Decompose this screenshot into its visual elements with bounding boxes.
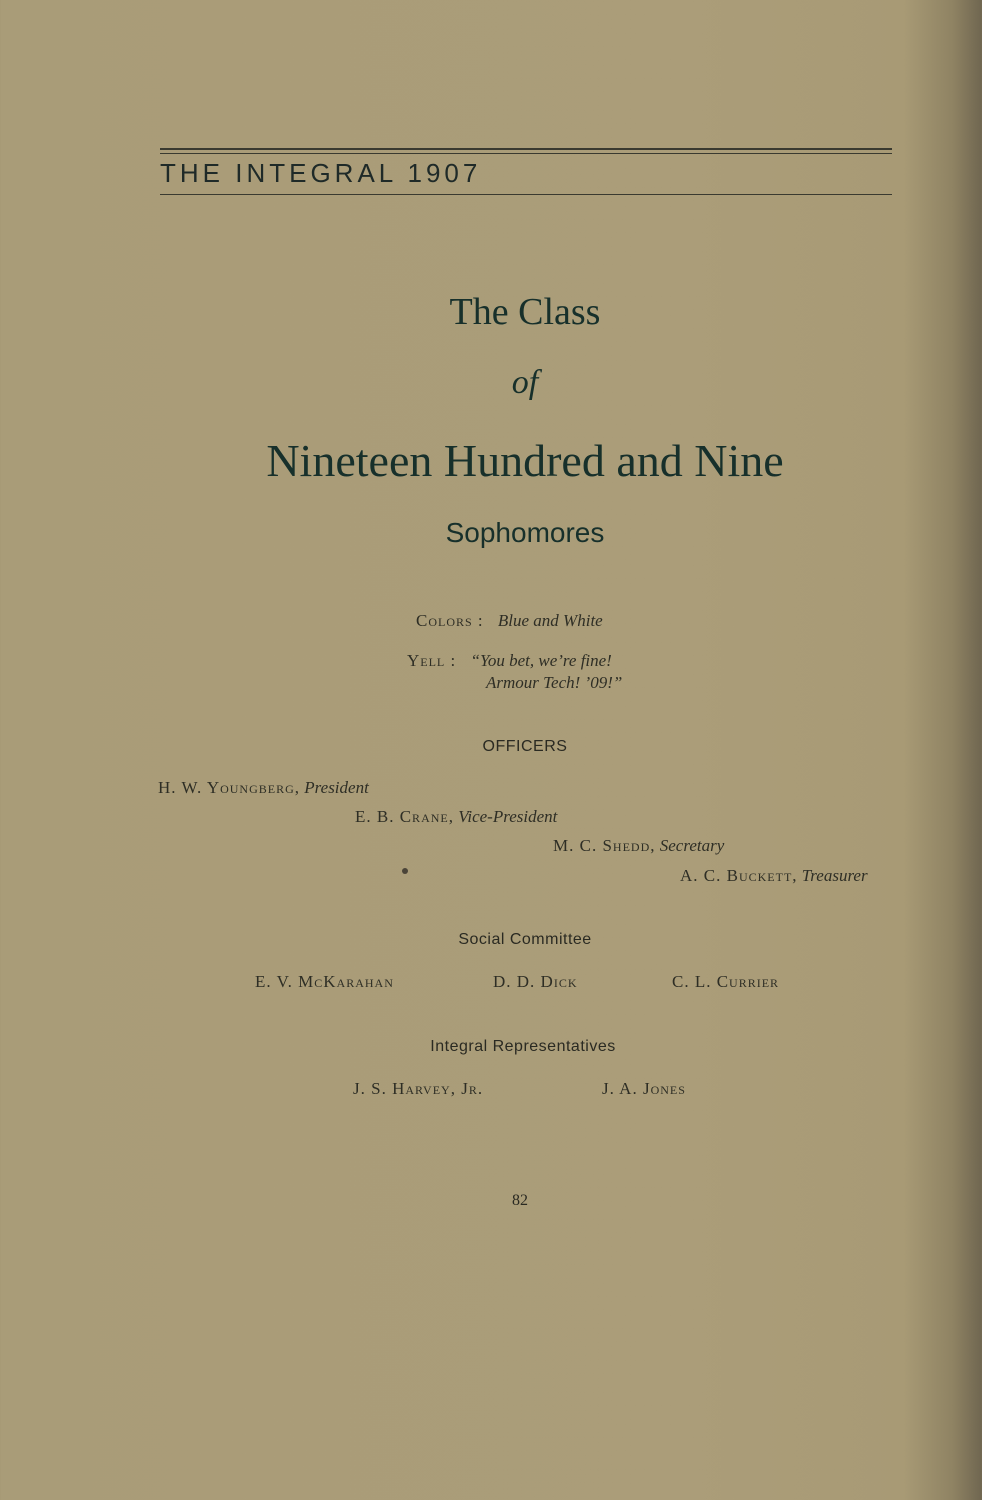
- subtitle: Sophomores: [445, 517, 605, 548]
- officer-vice-president: [355, 807, 557, 827]
- ink-speck: [402, 868, 408, 874]
- officer-role: Vice-President: [458, 807, 558, 826]
- committee-member: C. L. Currier: [672, 972, 780, 991]
- yell-text-2: Armour Tech! ’09!”: [486, 673, 623, 692]
- yell-line: [407, 651, 612, 671]
- header-rule-top: [160, 148, 892, 150]
- representative: J. A. Jones: [602, 1079, 686, 1098]
- officer-secretary: [553, 836, 724, 856]
- title-line-2: of: [511, 364, 539, 401]
- officer-role: President: [304, 778, 369, 797]
- officer-role: Treasurer: [801, 866, 868, 885]
- officer-name: H. W. Youngberg,: [158, 778, 301, 797]
- officer-treasurer: [680, 866, 868, 886]
- colors-value: Blue and White: [497, 611, 603, 630]
- page-number: 82: [512, 1192, 528, 1209]
- representative: J. S. Harvey, Jr.: [353, 1079, 484, 1098]
- officer-role: Secretary: [659, 836, 725, 855]
- committee-member: E. V. McKarahan: [255, 972, 394, 991]
- yell-label: Yell :: [407, 651, 457, 670]
- colors-line: [416, 611, 603, 631]
- officers-heading: OFFICERS: [482, 738, 568, 755]
- integral-representatives-heading: Integral Representatives: [430, 1038, 616, 1055]
- officer-name: A. C. Buckett,: [680, 866, 798, 885]
- yell-text-1: “You bet, we’re fine!: [470, 651, 612, 670]
- committee-member: D. D. Dick: [493, 972, 578, 991]
- header-rule-top-thin: [160, 153, 892, 154]
- running-head: THE INTEGRAL 1907: [160, 158, 482, 188]
- social-committee-heading: Social Committee: [458, 931, 592, 948]
- officer-name: M. C. Shedd,: [553, 836, 656, 855]
- officer-name: E. B. Crane,: [355, 807, 454, 826]
- title-line-3: Nineteen Hundred and Nine: [266, 435, 784, 486]
- title-line-1: The Class: [449, 291, 601, 333]
- colors-label: Colors :: [416, 611, 484, 630]
- officer-president: [158, 778, 369, 798]
- header-rule-bottom: [160, 194, 892, 195]
